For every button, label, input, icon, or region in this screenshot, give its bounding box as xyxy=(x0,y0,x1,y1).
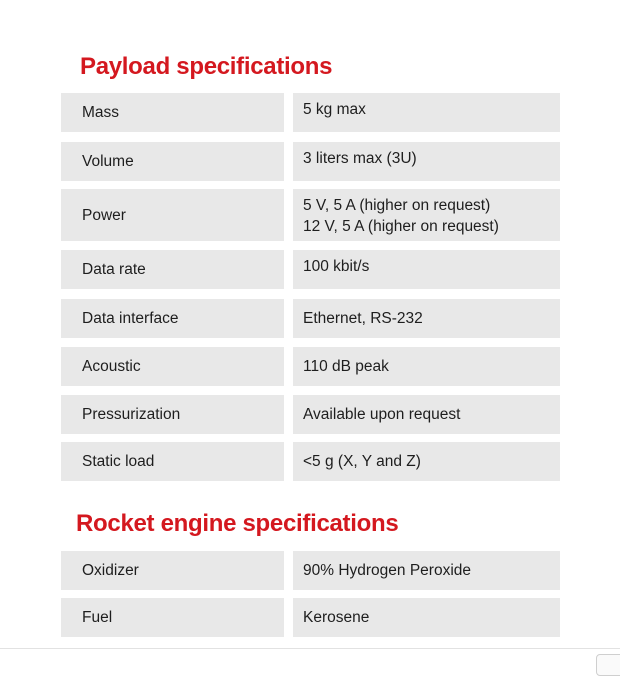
spec-value-line: Ethernet, RS-232 xyxy=(303,310,423,327)
spec-value xyxy=(293,250,560,289)
spec-label xyxy=(61,93,284,132)
spec-value xyxy=(293,598,560,637)
spec-value-line: 12 V, 5 A (higher on request) xyxy=(303,218,499,235)
spec-value xyxy=(293,347,560,386)
spec-value-line: 100 kbit/s xyxy=(303,258,370,275)
spec-label-text: Pressurization xyxy=(82,406,181,423)
spec-label-text: Mass xyxy=(82,104,120,121)
spec-label xyxy=(61,189,284,241)
spec-value-line: <5 g (X, Y and Z) xyxy=(303,453,421,470)
spec-label-text: Volume xyxy=(82,153,134,170)
spec-label-text: Fuel xyxy=(82,609,113,626)
spec-value-line: 3 liters max (3U) xyxy=(303,150,417,167)
spec-value-line: 5 kg max xyxy=(303,101,366,118)
spec-label xyxy=(61,551,284,590)
spec-value xyxy=(293,93,560,132)
spec-label xyxy=(61,442,284,481)
page-bottom-divider xyxy=(0,648,620,649)
spec-label-text: Static load xyxy=(82,453,155,470)
spec-value xyxy=(293,551,560,590)
floating-widget-corner[interactable] xyxy=(596,654,620,676)
spec-label-text: Oxidizer xyxy=(82,562,139,579)
spec-label xyxy=(61,347,284,386)
spec-label-text: Data interface xyxy=(82,310,179,327)
spec-value-line: 90% Hydrogen Peroxide xyxy=(303,562,472,579)
spec-value xyxy=(293,299,560,338)
spec-label-text: Power xyxy=(82,206,126,224)
payload-specifications-heading: Payload specifications xyxy=(80,53,333,80)
spec-label-text: Acoustic xyxy=(82,358,141,375)
spec-value xyxy=(293,395,560,434)
spec-label xyxy=(61,598,284,637)
spec-value xyxy=(293,142,560,181)
spec-value-line: 110 dB peak xyxy=(303,358,389,375)
spec-label xyxy=(61,142,284,181)
spec-value xyxy=(293,442,560,481)
spec-label xyxy=(61,299,284,338)
spec-label-text: Data rate xyxy=(82,261,146,278)
spec-value xyxy=(293,189,560,241)
spec-value-line: Kerosene xyxy=(303,609,370,626)
spec-value-line: 5 V, 5 A (higher on request) xyxy=(303,197,491,214)
spec-label xyxy=(61,395,284,434)
spec-value-line: Available upon request xyxy=(303,406,461,423)
spec-label xyxy=(61,250,284,289)
rocket-engine-specifications-heading: Rocket engine specifications xyxy=(76,510,399,537)
